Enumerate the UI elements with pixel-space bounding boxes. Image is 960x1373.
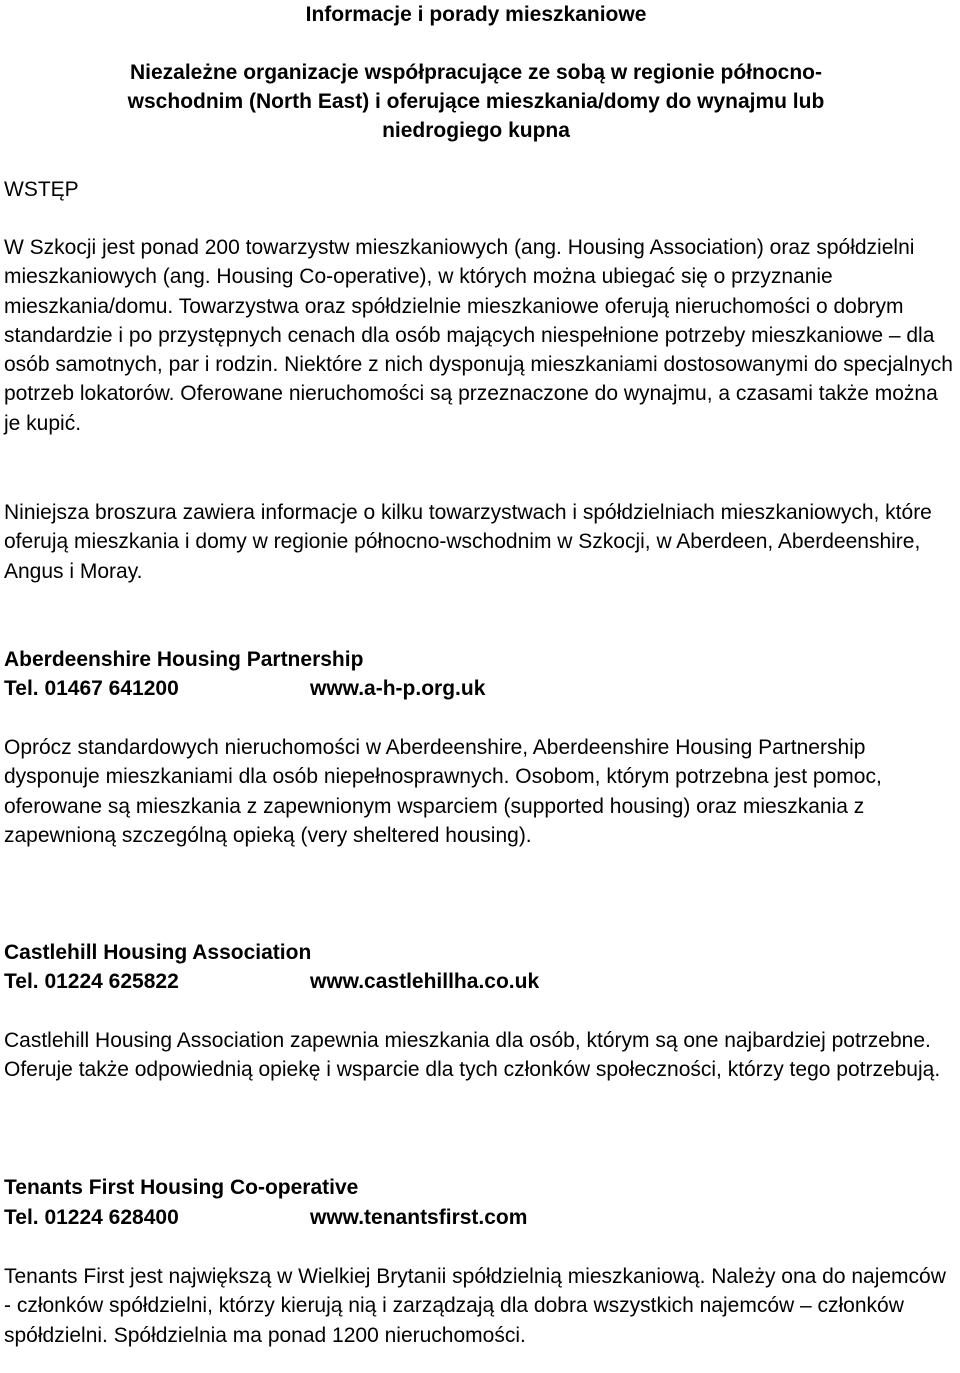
org-description-aberdeenshire: Oprócz standardowych nieruchomości w Aberdeenshire, Aberdeenshire Housing Partnership dysponuje mieszkaniami dla osób niepełnosprawnych. Osobom, którym potrzebna jest pomoc, oferowane są mieszkania z zapewnionym wsparciem (supported housing) oraz mieszkania z zapewnioną szczególną opieką (very sheltered housing).: [4, 736, 882, 847]
org-contact-aberdeenshire: [4, 674, 485, 703]
org-name-castlehill: Castlehill Housing Association: [4, 941, 312, 964]
org-phone-tenants-first: Tel. 01224 628400: [4, 1206, 179, 1229]
document-subtitle: Niezależne organizacje współpracujące ze sobą w regionie północno-wschodnim (North East) i oferujące mieszkania/domy do wynajmu lub niedrogiego kupna: [127, 61, 825, 142]
org-name-tenants-first: Tenants First Housing Co-operative: [4, 1176, 359, 1199]
org-contact-tenants-first: [4, 1203, 527, 1232]
org-description-castlehill: Castlehill Housing Association zapewnia mieszkania dla osób, którym są one najbardziej potrzebne. Oferuje także odpowiednią opiekę i wsparcie dla tych członków społeczności, którzy tego potrzebują.: [4, 1029, 941, 1082]
intro-paragraph-1: W Szkocji jest ponad 200 towarzystw mieszkaniowych (ang. Housing Association) oraz spółdzielni mieszkaniowych (ang. Housing Co-operative), w których można ubiegać się o przyznanie mieszkania/domu. Towarzystwa oraz spółdzielnie mieszkaniowe oferują nieruchomości o dobrym standardzie i po przystępnych cenach dla osób mających niespełnione potrzeby mieszkaniowe – dla osób samotnych, par i rodzin. Niektóre z nich dysponują mieszkaniami dostosowanymi do specjalnych potrzeb lokatorów. Oferowane nieruchomości są przeznaczone do wynajmu, a czasami także można je kupić.: [4, 236, 953, 435]
org-description-tenants-first: Tenants First jest największą w Wielkiej Brytanii spółdzielnią mieszkaniową. Należy ona do najemców - członków spółdzielni, którzy kierują nią i zarządzają dla dobra wszystkich najemców – członków spółdzielni. Spółdzielnia ma ponad 1200 nieruchomości.: [4, 1265, 946, 1347]
org-phone-aberdeenshire: Tel. 01467 641200: [4, 677, 179, 700]
document-title: Informacje i porady mieszkaniowe: [305, 3, 647, 26]
org-name-aberdeenshire: Aberdeenshire Housing Partnership: [4, 648, 364, 671]
org-phone-castlehill: Tel. 01224 625822: [4, 970, 179, 993]
intro-heading: WSTĘP: [4, 178, 79, 201]
org-website-tenants-first[interactable]: www.tenantsfirst.com: [310, 1206, 528, 1229]
intro-paragraph-2: Niniejsza broszura zawiera informacje o kilku towarzystwach i spółdzielniach mieszkaniowych, które oferują mieszkania i domy w regionie północno-wschodnim w Szkocji, w Aberdeen, Aberdeenshire, Angus i Moray.: [4, 501, 932, 583]
org-contact-castlehill: [4, 967, 539, 996]
org-website-castlehill[interactable]: www.castlehillha.co.uk: [310, 970, 540, 993]
org-website-aberdeenshire[interactable]: www.a-h-p.org.uk: [310, 677, 486, 700]
